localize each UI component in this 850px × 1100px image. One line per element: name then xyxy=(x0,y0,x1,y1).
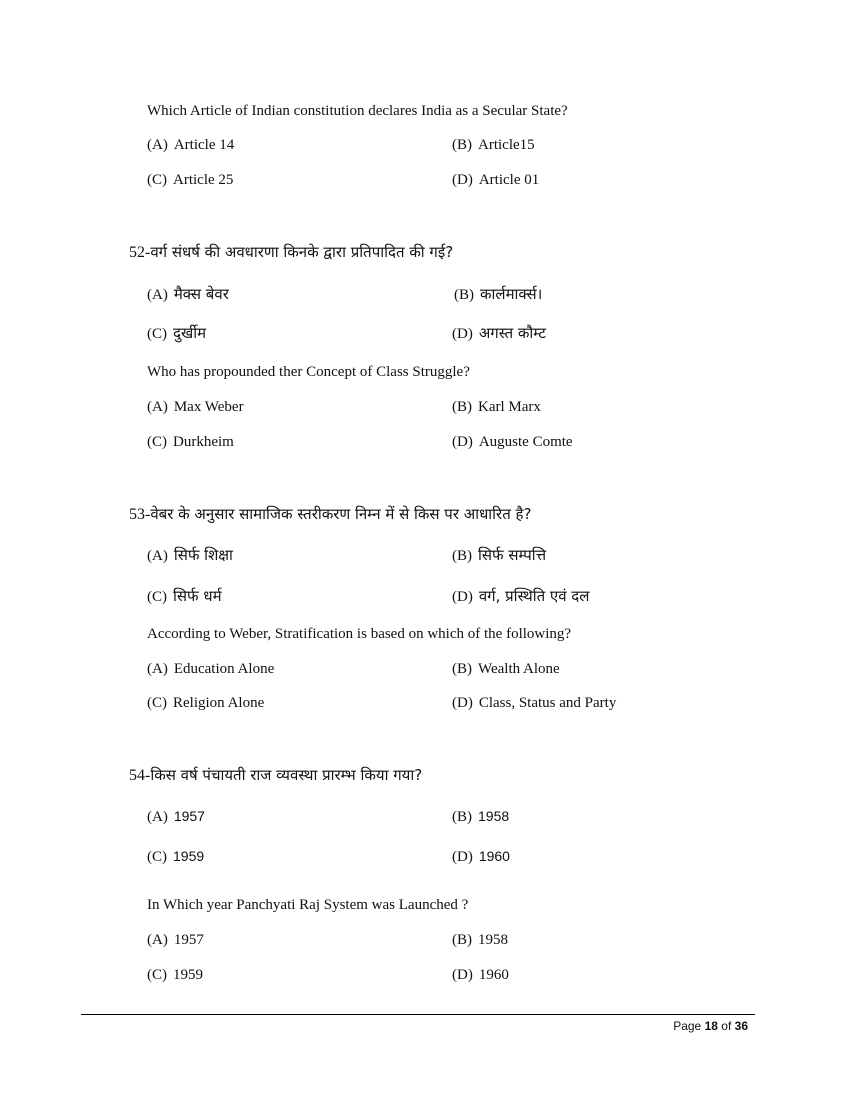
q53-hi-option-c: (C) सिर्फ धर्म xyxy=(147,587,222,605)
q54-option-b: (B) 1958 xyxy=(452,932,508,948)
q53-option-a: (A) Education Alone xyxy=(147,661,275,677)
q54-hi-option-a: (A) 1957 xyxy=(147,808,205,825)
q53-hi-option-b: (B) सिर्फ सम्पत्ति xyxy=(452,546,547,564)
q54-hi-option-c: (C) 1959 xyxy=(147,848,205,865)
q54-number: 54- xyxy=(129,767,151,784)
q51-option-c: (C) Article 25 xyxy=(147,172,234,188)
q52-hi-option-b: (B) कार्लमार्क्स। xyxy=(454,285,543,303)
q54-option-c: (C) 1959 xyxy=(147,967,203,983)
q51-question-en: Which Article of Indian constitution declares India as a Secular State? xyxy=(147,103,568,119)
page-number: Page 18 of 36 xyxy=(673,1019,748,1033)
q52-option-b: (B) Karl Marx xyxy=(452,399,541,415)
q53-question-hi: 53-वेबर के अनुसार सामाजिक स्तरीकरण निम्न में से किस पर आधारित है? xyxy=(129,505,532,523)
q52-option-d: (D) Auguste Comte xyxy=(452,434,573,450)
q52-option-a: (A) Max Weber xyxy=(147,399,244,415)
q53-number: 53- xyxy=(129,506,151,523)
q54-hi-option-d: (D) 1960 xyxy=(452,848,510,865)
q52-question-en: Who has propounded ther Concept of Class Struggle? xyxy=(147,364,470,380)
q54-hi-option-b: (B) 1958 xyxy=(452,808,510,825)
q54-option-d: (D) 1960 xyxy=(452,967,509,983)
q52-option-c: (C) Durkheim xyxy=(147,434,234,450)
q51-option-a: (A) Article 14 xyxy=(147,137,235,153)
q53-hi-option-d: (D) वर्ग, प्रस्थिति एवं दल xyxy=(452,587,590,605)
q53-option-b: (B) Wealth Alone xyxy=(452,661,560,677)
q51-option-b: (B) Article15 xyxy=(452,137,535,153)
q54-question-en: In Which year Panchyati Raj System was Launched ? xyxy=(147,897,469,913)
q53-option-c: (C) Religion Alone xyxy=(147,695,265,711)
q51-option-d: (D) Article 01 xyxy=(452,172,540,188)
q52-hi-option-c: (C) दुर्खीम xyxy=(147,324,207,342)
q53-question-en: According to Weber, Stratification is based on which of the following? xyxy=(147,626,572,642)
q52-hi-option-d: (D) अगस्त कौम्ट xyxy=(452,324,546,342)
footer-divider xyxy=(81,1014,755,1015)
q52-question-hi: 52-वर्ग संधर्ष की अवधारणा किनके द्वारा प्रतिपादित की गई? xyxy=(129,243,454,261)
q54-option-a: (A) 1957 xyxy=(147,932,204,948)
q53-hi-option-a: (A) सिर्फ शिक्षा xyxy=(147,546,233,564)
q54-question-hi: 54-किस वर्ष पंचायती राज व्यवस्था प्रारम्भ किया गया? xyxy=(129,766,423,784)
q52-hi-option-a: (A) मैक्स बेवर xyxy=(147,285,229,303)
q52-number: 52- xyxy=(129,244,151,261)
q53-option-d: (D) Class, Status and Party xyxy=(452,695,617,711)
